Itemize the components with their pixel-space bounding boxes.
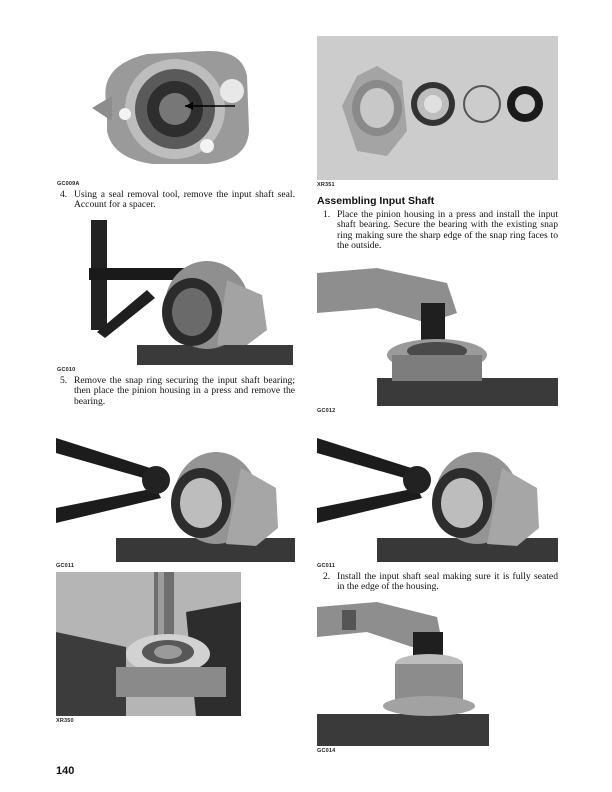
- xr351-illustration: [317, 36, 558, 180]
- section-heading: Assembling Input Shaft: [317, 195, 435, 207]
- step-5: [60, 376, 295, 407]
- assembly-step-1-text: Place the pinion housing in a press and install the input shaft bearing. Secure the bearing with the existing snap ring making sure the sharp edge of the snap ring faces to the outside.: [337, 209, 558, 252]
- photo-gc012: [317, 263, 558, 406]
- step-4-text: Using a seal removal tool, remove the input shaft seal. Account for a spacer.: [74, 189, 295, 211]
- gc010-illustration: [57, 220, 293, 365]
- photo-xr350: [56, 572, 241, 716]
- step-4-number: 4.: [60, 189, 68, 200]
- gc012-illustration: [317, 263, 558, 406]
- step-5-text: Remove the snap ring securing the input shaft bearing; then place the pinion housing in a press and remove the bearing.: [74, 375, 295, 407]
- gc011-right-illustration: [317, 418, 558, 562]
- photo-gc009a: [57, 36, 293, 176]
- photo-xr351: [317, 36, 558, 180]
- gc011-left-illustration: [56, 418, 295, 562]
- photo-code-gc014: GC014: [317, 748, 336, 754]
- page-number: 140: [56, 765, 75, 777]
- photo-code-xr350: XR350: [56, 718, 74, 724]
- photo-gc011-right: [317, 418, 558, 562]
- assembly-step-2-text: Install the input shaft seal making sure it is fully seated in the edge of the housing.: [337, 571, 558, 593]
- assembly-step-2-number: 2.: [323, 571, 331, 582]
- photo-code-gc012: GC012: [317, 408, 336, 414]
- photo-code-gc010: GC010: [57, 367, 76, 373]
- photo-gc014: [317, 602, 489, 746]
- photo-code-gc011-left: GC011: [56, 563, 75, 569]
- step-4: [60, 190, 295, 211]
- gc009a-illustration: [57, 36, 293, 176]
- photo-code-gc011-right: GC011: [317, 563, 336, 569]
- gc014-illustration: [317, 602, 489, 746]
- assembly-step-1: [323, 210, 558, 252]
- assembly-step-1-number: 1.: [323, 209, 331, 220]
- step-5-number: 5.: [60, 375, 68, 386]
- photo-gc011-left: [56, 418, 295, 562]
- assembly-step-2: [323, 572, 558, 593]
- photo-code-xr351: XR351: [317, 182, 335, 188]
- photo-code-gc009a: GC009A: [57, 181, 80, 187]
- photo-gc010: [57, 220, 293, 365]
- xr350-illustration: [56, 572, 241, 716]
